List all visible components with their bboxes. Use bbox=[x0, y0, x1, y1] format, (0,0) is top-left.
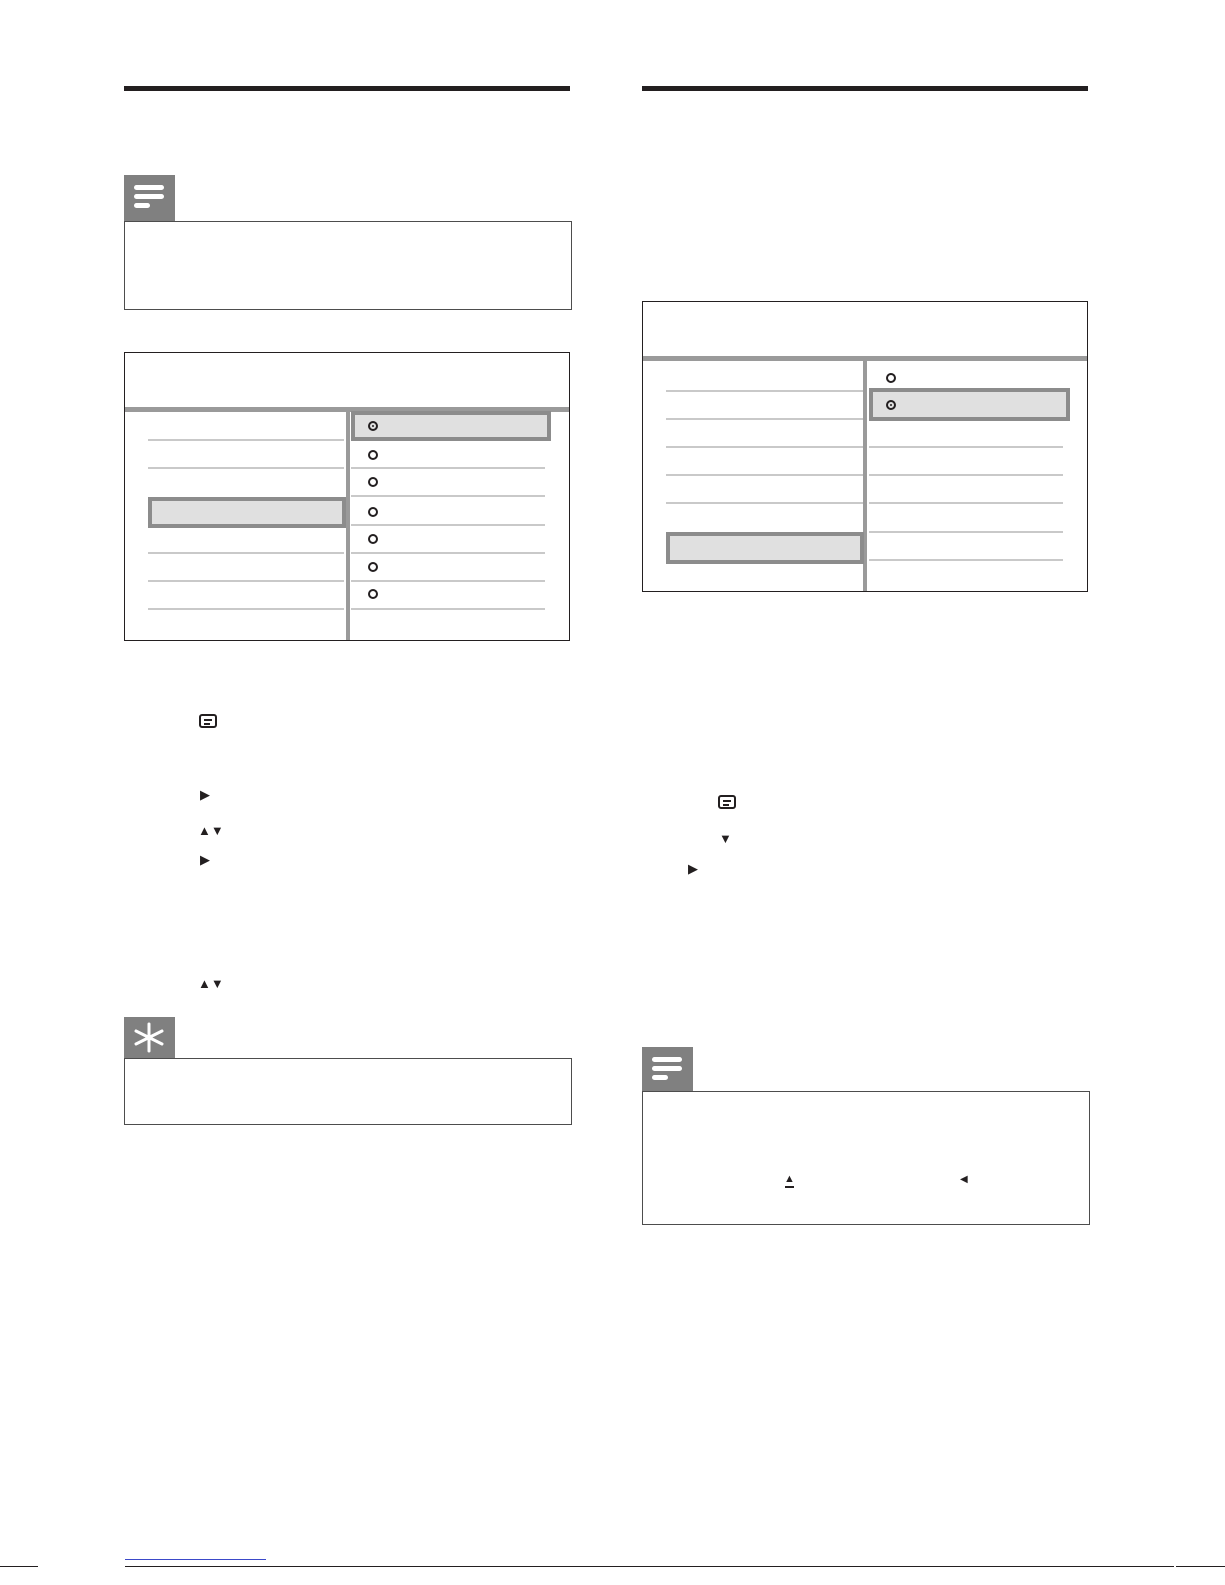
left-arrow-icon: ◀ bbox=[960, 1174, 968, 1185]
disc-icon bbox=[368, 421, 378, 431]
right-arrow-icon: ▶ bbox=[688, 861, 698, 876]
settings-menu-right bbox=[642, 301, 1088, 592]
remote-menu-icon bbox=[718, 795, 736, 809]
option-item[interactable] bbox=[351, 608, 545, 610]
option-item[interactable] bbox=[351, 552, 545, 554]
menu-item[interactable] bbox=[666, 418, 863, 420]
remote-menu-icon bbox=[199, 714, 217, 728]
option-item[interactable] bbox=[351, 580, 545, 582]
up-down-arrows-icon: ▲▼ bbox=[198, 823, 224, 838]
menu-item-selected[interactable] bbox=[148, 497, 346, 528]
disc-icon bbox=[368, 562, 378, 572]
disc-icon bbox=[368, 450, 378, 460]
note-box bbox=[642, 1091, 1090, 1225]
tip-icon bbox=[124, 1017, 175, 1058]
disc-icon bbox=[368, 477, 378, 487]
disc-icon bbox=[368, 534, 378, 544]
option-item[interactable] bbox=[351, 495, 545, 497]
left-section-rule bbox=[124, 86, 570, 91]
eject-glyph: ▲ bbox=[784, 1173, 795, 1185]
footer-link-underline[interactable] bbox=[125, 1559, 266, 1560]
down-arrow-icon: ▼ bbox=[719, 831, 732, 846]
menu-item[interactable] bbox=[148, 580, 344, 582]
right-arrow-icon: ▶ bbox=[200, 852, 210, 867]
option-item[interactable] bbox=[869, 531, 1063, 533]
eject-icon bbox=[784, 1173, 795, 1185]
option-item[interactable] bbox=[351, 467, 545, 469]
settings-menu-left bbox=[124, 352, 570, 641]
disc-icon bbox=[368, 589, 378, 599]
menu-item[interactable] bbox=[148, 552, 344, 554]
note-box bbox=[124, 221, 572, 310]
menu-item[interactable] bbox=[666, 502, 863, 504]
menu-item[interactable] bbox=[666, 474, 863, 476]
right-section-rule bbox=[642, 86, 1088, 91]
menu-item[interactable] bbox=[148, 608, 344, 610]
option-item[interactable] bbox=[351, 524, 545, 526]
disc-icon bbox=[886, 373, 896, 383]
option-item[interactable] bbox=[869, 474, 1063, 476]
menu-item[interactable] bbox=[148, 439, 344, 441]
disc-icon bbox=[368, 507, 378, 517]
menu-item[interactable] bbox=[666, 390, 863, 392]
menu-item-selected[interactable] bbox=[666, 532, 864, 564]
tip-box bbox=[124, 1058, 572, 1125]
option-item[interactable] bbox=[869, 446, 1063, 448]
right-arrow-icon: ▶ bbox=[200, 787, 210, 802]
option-selected[interactable] bbox=[351, 411, 551, 441]
up-down-arrows-icon: ▲▼ bbox=[198, 976, 224, 991]
option-item[interactable] bbox=[869, 502, 1063, 504]
menu-item[interactable] bbox=[148, 467, 344, 469]
note-icon bbox=[642, 1047, 693, 1092]
menu-item[interactable] bbox=[666, 446, 863, 448]
option-selected[interactable] bbox=[869, 388, 1070, 421]
footer-rule bbox=[125, 1566, 1174, 1567]
menu-column-divider bbox=[346, 411, 350, 640]
footer-rule-left bbox=[0, 1566, 38, 1567]
option-item[interactable] bbox=[869, 559, 1063, 561]
disc-icon bbox=[886, 400, 896, 410]
footer-rule-right bbox=[1176, 1566, 1225, 1567]
note-icon bbox=[124, 175, 175, 221]
